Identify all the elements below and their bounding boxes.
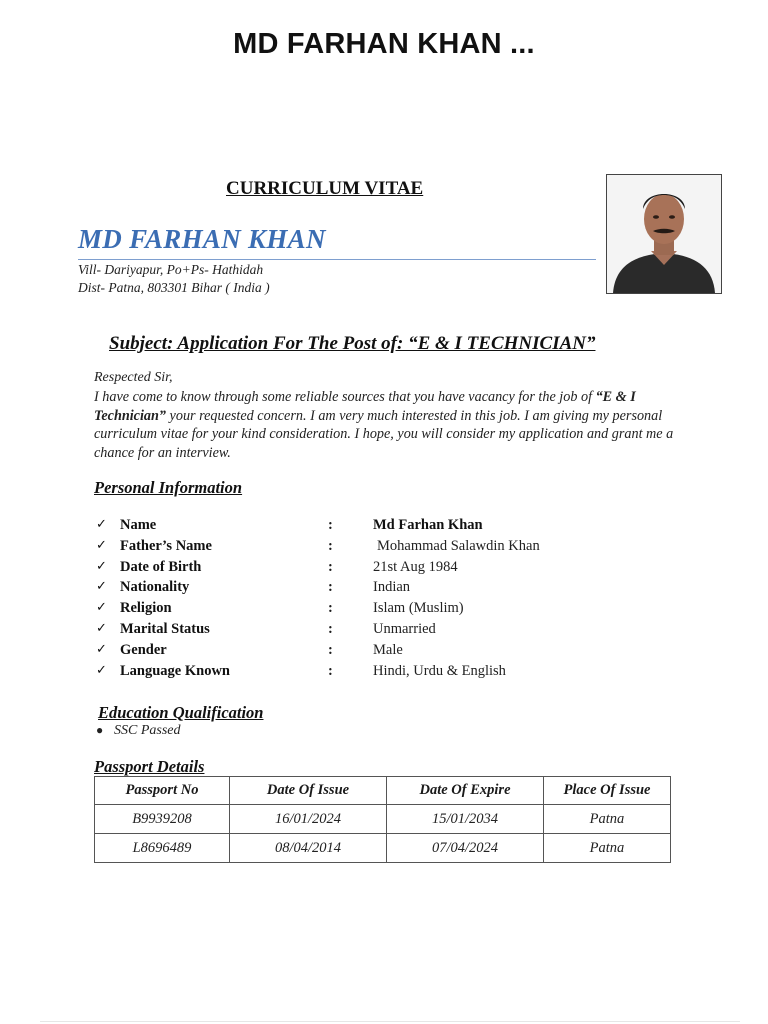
table-cell: 07/04/2024	[387, 834, 544, 863]
table-cell: 15/01/2034	[387, 805, 544, 834]
info-label: Language Known	[120, 662, 230, 679]
info-colon: :	[328, 641, 333, 658]
checkmark-icon: ✓	[96, 600, 107, 616]
info-value: 21st Aug 1984	[373, 558, 458, 575]
checkmark-icon: ✓	[96, 641, 107, 657]
info-colon: :	[328, 662, 333, 679]
table-cell: 08/04/2014	[230, 834, 387, 863]
cover-paragraph	[94, 388, 694, 462]
personal-info-list	[96, 517, 696, 683]
address-line-2: Dist- Patna, 803301 Bihar ( India )	[78, 280, 270, 295]
info-row-nationality	[96, 579, 696, 600]
paragraph-text: I have come to know through some reliable sources that you have vacancy for the job of	[94, 389, 596, 405]
personal-info-title: Personal Information	[94, 478, 243, 497]
info-value: Md Farhan Khan	[373, 517, 483, 533]
checkmark-icon: ✓	[96, 517, 107, 532]
table-header-row	[95, 777, 671, 805]
info-value: Male	[373, 641, 403, 658]
info-value: Unmarried	[373, 620, 436, 637]
info-row-name	[96, 517, 696, 538]
info-row-father-name	[96, 538, 696, 559]
paragraph-job-title: “E & I Technician”	[94, 389, 636, 424]
info-label: Gender	[120, 641, 167, 658]
info-label: Date of Birth	[120, 558, 202, 575]
table-cell: L8696489	[95, 834, 230, 863]
info-colon: :	[328, 558, 333, 575]
checkmark-icon: ✓	[96, 537, 107, 553]
education-title: Education Qualification	[98, 703, 264, 722]
info-colon: :	[328, 579, 333, 596]
info-colon: :	[328, 537, 333, 554]
candidate-name: MD FARHAN KHAN	[78, 224, 326, 254]
column-header: Date Of Expire	[387, 777, 544, 805]
checkmark-icon: ✓	[96, 558, 107, 574]
paragraph-text: your requested concern. I am very much interested in this job. I am giving my personal curriculum vitae for your kind consideration. I hope, you will consider my application and grant me a chance for an interview.	[94, 407, 674, 461]
info-label: Father’s Name	[120, 537, 212, 554]
info-label: Name	[120, 517, 157, 533]
info-label: Marital Status	[120, 620, 210, 637]
address-line-1: Vill- Dariyapur, Po+Ps- Hathidah	[78, 262, 264, 277]
checkmark-icon: ✓	[96, 662, 107, 678]
info-colon: :	[328, 517, 333, 533]
passport-table	[94, 776, 671, 863]
table-cell: 16/01/2024	[230, 805, 387, 834]
checkmark-icon: ✓	[96, 579, 107, 595]
page-title: MD FARHAN KHAN ...	[233, 28, 535, 60]
info-colon: :	[328, 600, 333, 617]
column-header: Date Of Issue	[230, 777, 387, 805]
profile-photo	[606, 174, 722, 294]
table-cell: Patna	[544, 834, 671, 863]
info-row-dob	[96, 559, 696, 580]
info-value: Mohammad Salawdin Khan	[377, 537, 540, 554]
table-row	[95, 834, 671, 863]
education-text: SSC Passed	[114, 723, 181, 738]
app-header	[0, 0, 768, 100]
cv-heading: CURRICULUM VITAE	[226, 178, 424, 199]
education-item	[96, 723, 181, 739]
info-label: Nationality	[120, 579, 190, 596]
info-colon: :	[328, 620, 333, 637]
passport-title: Passport Details	[94, 757, 205, 776]
info-row-gender	[96, 642, 696, 663]
name-divider	[78, 259, 596, 260]
salutation: Respected Sir,	[94, 370, 173, 385]
info-row-religion	[96, 600, 696, 621]
table-cell: B9939208	[95, 805, 230, 834]
info-row-languages	[96, 663, 696, 684]
info-label: Religion	[120, 600, 172, 617]
cv-document	[40, 100, 740, 1000]
table-cell: Patna	[544, 805, 671, 834]
checkmark-icon: ✓	[96, 620, 107, 636]
info-value: Indian	[373, 579, 411, 596]
info-value: Hindi, Urdu & English	[373, 662, 506, 679]
column-header: Place Of Issue	[544, 777, 671, 805]
page-divider	[40, 1021, 740, 1022]
table-row	[95, 805, 671, 834]
info-row-marital-status	[96, 621, 696, 642]
subject-line: Subject: Application For The Post of: “E & I TECHNICIAN”	[109, 333, 596, 354]
info-value: Islam (Muslim)	[373, 600, 464, 617]
bullet-icon: ●	[96, 723, 104, 737]
column-header: Passport No	[95, 777, 230, 805]
